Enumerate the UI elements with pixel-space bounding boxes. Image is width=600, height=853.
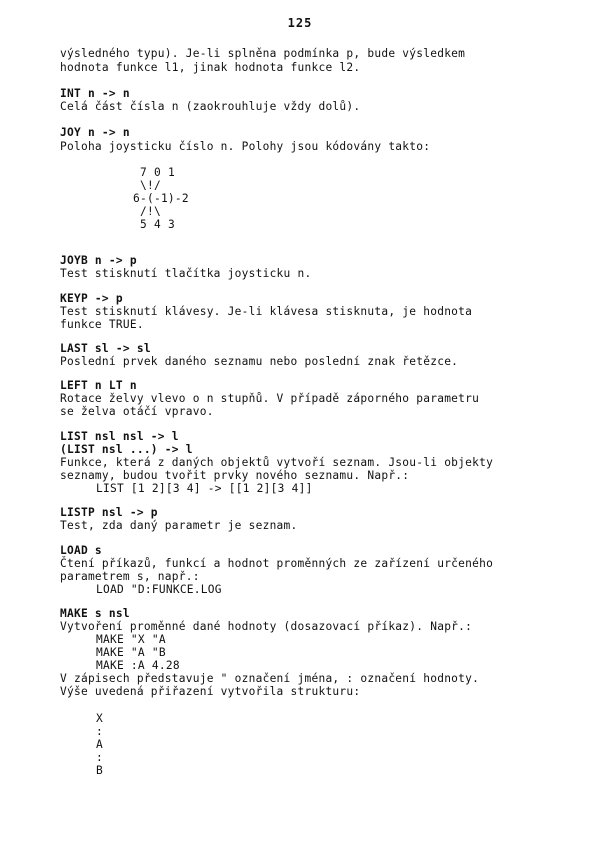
- body-line: V zápisech představuje " označení jména, : označení hodnoty.: [60, 672, 480, 685]
- structure-diagram-line: :: [96, 725, 103, 738]
- code-example: MAKE :A 4.28: [96, 659, 180, 672]
- command-signature: LAST sl -> sl: [60, 342, 151, 355]
- code-example: LOAD "D:FUNKCE.LOG: [96, 583, 222, 596]
- code-example: LIST [1 2][3 4] -> [[1 2][3 4]]: [96, 482, 313, 495]
- body-line: Poslední prvek daného seznamu nebo poslední znak řetězce.: [60, 355, 459, 368]
- body-line: parametrem s, např.:: [60, 570, 200, 583]
- body-line: Poloha joysticku číslo n. Polohy jsou kódovány takto:: [60, 140, 431, 153]
- command-signature: LEFT n LT n: [60, 379, 137, 392]
- command-signature: JOYB n -> p: [60, 254, 137, 267]
- body-line: Celá část čísla n (zaokrouhluje vždy dolů).: [60, 100, 361, 113]
- structure-diagram-line: :: [96, 751, 103, 764]
- structure-diagram-line: B: [96, 764, 103, 777]
- page-number: 125: [287, 16, 313, 30]
- body-line: Výše uvedená přiřazení vytvořila strukturu:: [60, 685, 361, 698]
- body-line: Test stisknutí tlačítka joysticku n.: [60, 267, 312, 280]
- command-signature: JOY n -> n: [60, 126, 130, 139]
- body-line: Test, zda daný parametr je seznam.: [60, 519, 298, 532]
- body-line: výsledného typu). Je-li splněna podmínka p, bude výsledkem: [60, 47, 466, 60]
- code-example: MAKE "A "B: [96, 646, 166, 659]
- body-line: Čtení příkazů, funkcí a hodnot proměnných ze zařízení určeného: [60, 557, 494, 570]
- command-signature: LIST nsl nsl -> l: [60, 430, 179, 443]
- body-line: Rotace želvy vlevo o n stupňů. V případě záporného parametru: [60, 392, 480, 405]
- command-signature: LOAD s: [60, 544, 102, 557]
- command-signature: (LIST nsl ...) -> l: [60, 443, 193, 456]
- body-line: hodnota funkce l1, jinak hodnota funkce l2.: [60, 61, 361, 74]
- command-signature: LISTP nsl -> p: [60, 506, 158, 519]
- joystick-diagram-line: 6-(-1)-2: [133, 192, 189, 205]
- structure-diagram-line: X: [96, 712, 103, 725]
- command-signature: KEYP -> p: [60, 292, 123, 305]
- body-line: se želva otáčí vpravo.: [60, 405, 214, 418]
- joystick-diagram-line: /!\: [140, 205, 161, 218]
- command-signature: MAKE s nsl: [60, 607, 130, 620]
- joystick-diagram-line: \!/: [140, 179, 161, 192]
- code-example: MAKE "X "A: [96, 633, 166, 646]
- body-line: Test stisknutí klávesy. Je-li klávesa stisknuta, je hodnota: [60, 305, 473, 318]
- joystick-diagram-line: 7 0 1: [140, 166, 175, 179]
- joystick-diagram-line: 5 4 3: [140, 218, 175, 231]
- body-line: funkce TRUE.: [60, 318, 144, 331]
- command-signature: INT n -> n: [60, 87, 130, 100]
- body-line: Vytvoření proměnné dané hodnoty (dosazovací příkaz). Např.:: [60, 620, 473, 633]
- body-line: seznamy, budou tvořit prvky nového seznamu. Např.:: [60, 469, 410, 482]
- body-line: Funkce, která z daných objektů vytvoří seznam. Jsou-li objekty: [60, 456, 494, 469]
- structure-diagram-line: A: [96, 738, 103, 751]
